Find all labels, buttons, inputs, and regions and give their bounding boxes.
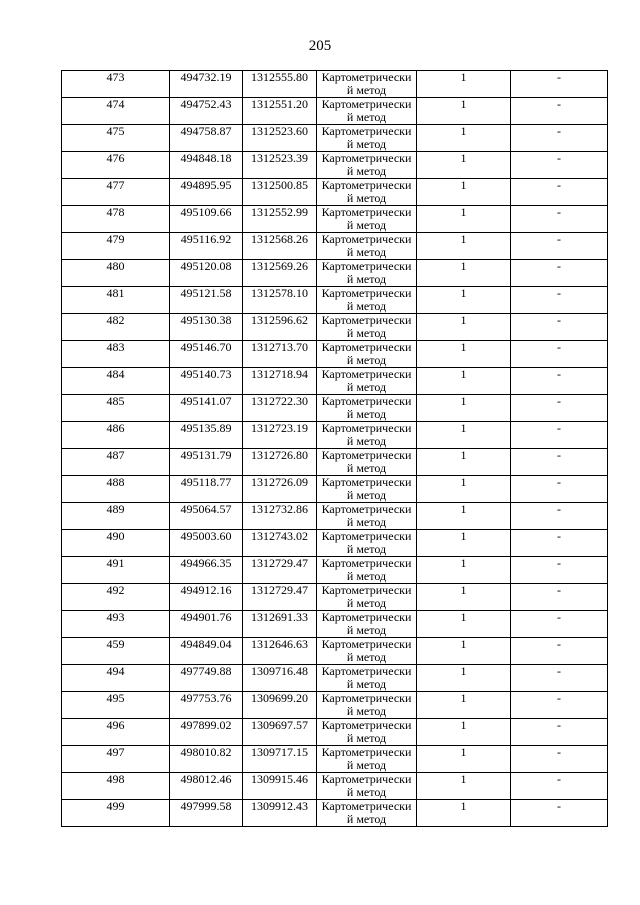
accuracy-cell: 1: [417, 449, 511, 476]
description-cell: -: [511, 503, 608, 530]
table-row: [62, 557, 608, 584]
point-number-cell: 487: [62, 449, 170, 476]
method-cell: [317, 584, 417, 611]
method-text-line1: Картометрически: [321, 718, 412, 732]
method-cell: [317, 503, 417, 530]
x-coordinate-cell: 495118.77: [170, 476, 243, 503]
method-cell: [317, 476, 417, 503]
table-row: [62, 530, 608, 557]
method-text-line1: Картометрически: [321, 745, 412, 759]
x-coordinate-cell: 495135.89: [170, 422, 243, 449]
description-cell: -: [511, 152, 608, 179]
point-number-cell: 476: [62, 152, 170, 179]
method-text-line1: Картометрически: [321, 151, 412, 165]
accuracy-cell: 1: [417, 152, 511, 179]
accuracy-cell: 1: [417, 530, 511, 557]
method-cell: [317, 98, 417, 125]
description-cell: -: [511, 476, 608, 503]
method-cell: [317, 530, 417, 557]
method-cell: [317, 719, 417, 746]
method-text-line1: Картометрически: [321, 610, 412, 624]
y-coordinate-cell: 1312596.62: [243, 314, 317, 341]
description-cell: -: [511, 395, 608, 422]
x-coordinate-cell: 495121.58: [170, 287, 243, 314]
point-number-cell: 493: [62, 611, 170, 638]
table-row: [62, 638, 608, 665]
coordinates-table: [61, 70, 608, 827]
accuracy-cell: 1: [417, 557, 511, 584]
method-text-line2: й метод: [346, 542, 387, 556]
accuracy-cell: 1: [417, 800, 511, 827]
description-cell: -: [511, 368, 608, 395]
point-number-cell: 474: [62, 98, 170, 125]
point-number-cell: 490: [62, 530, 170, 557]
y-coordinate-cell: 1312722.30: [243, 395, 317, 422]
table-row: [62, 98, 608, 125]
point-number-cell: 482: [62, 314, 170, 341]
method-cell: [317, 557, 417, 584]
x-coordinate-cell: 498010.82: [170, 746, 243, 773]
method-text-line2: й метод: [346, 164, 387, 178]
y-coordinate-cell: 1312713.70: [243, 341, 317, 368]
method-text-line1: Картометрически: [321, 691, 412, 705]
method-text-line1: Картометрически: [321, 97, 412, 111]
table-row: [62, 206, 608, 233]
y-coordinate-cell: 1312729.47: [243, 584, 317, 611]
point-number-cell: 495: [62, 692, 170, 719]
table-row: [62, 503, 608, 530]
point-number-cell: 483: [62, 341, 170, 368]
accuracy-cell: 1: [417, 179, 511, 206]
method-text-line1: Картометрически: [321, 583, 412, 597]
point-number-cell: 475: [62, 125, 170, 152]
method-text-line2: й метод: [346, 515, 387, 529]
method-text-line1: Картометрически: [321, 178, 412, 192]
method-cell: [317, 179, 417, 206]
y-coordinate-cell: 1312523.39: [243, 152, 317, 179]
x-coordinate-cell: 494849.04: [170, 638, 243, 665]
x-coordinate-cell: 494752.43: [170, 98, 243, 125]
method-cell: [317, 287, 417, 314]
point-number-cell: 480: [62, 260, 170, 287]
point-number-cell: 499: [62, 800, 170, 827]
method-text-line1: Картометрически: [321, 502, 412, 516]
method-text-line2: й метод: [346, 596, 387, 610]
y-coordinate-cell: 1312568.26: [243, 233, 317, 260]
accuracy-cell: 1: [417, 773, 511, 800]
x-coordinate-cell: 494758.87: [170, 125, 243, 152]
x-coordinate-cell: 494732.19: [170, 71, 243, 98]
table-body: [62, 71, 608, 827]
point-number-cell: 478: [62, 206, 170, 233]
description-cell: -: [511, 449, 608, 476]
method-text-line1: Картометрически: [321, 232, 412, 246]
table-row: [62, 260, 608, 287]
method-cell: [317, 260, 417, 287]
point-number-cell: 477: [62, 179, 170, 206]
x-coordinate-cell: 495131.79: [170, 449, 243, 476]
description-cell: -: [511, 179, 608, 206]
method-text-line1: Картометрически: [321, 799, 412, 813]
description-cell: -: [511, 692, 608, 719]
point-number-cell: 489: [62, 503, 170, 530]
y-coordinate-cell: 1312523.60: [243, 125, 317, 152]
y-coordinate-cell: 1312500.85: [243, 179, 317, 206]
method-text-line2: й метод: [346, 83, 387, 97]
accuracy-cell: 1: [417, 341, 511, 368]
x-coordinate-cell: 495120.08: [170, 260, 243, 287]
table-row: [62, 287, 608, 314]
method-text-line1: Картометрически: [321, 205, 412, 219]
accuracy-cell: 1: [417, 719, 511, 746]
table-row: [62, 476, 608, 503]
table-row: [62, 584, 608, 611]
table-row: [62, 449, 608, 476]
accuracy-cell: 1: [417, 476, 511, 503]
y-coordinate-cell: 1312646.63: [243, 638, 317, 665]
y-coordinate-cell: 1312726.80: [243, 449, 317, 476]
table-row: [62, 719, 608, 746]
y-coordinate-cell: 1312552.99: [243, 206, 317, 233]
accuracy-cell: 1: [417, 98, 511, 125]
method-text-line2: й метод: [346, 461, 387, 475]
method-text-line1: Картометрически: [321, 637, 412, 651]
method-text-line2: й метод: [346, 380, 387, 394]
description-cell: -: [511, 746, 608, 773]
method-text-line2: й метод: [346, 812, 387, 826]
method-cell: [317, 395, 417, 422]
accuracy-cell: 1: [417, 314, 511, 341]
y-coordinate-cell: 1312732.86: [243, 503, 317, 530]
method-text-line2: й метод: [346, 623, 387, 637]
method-cell: [317, 692, 417, 719]
point-number-cell: 494: [62, 665, 170, 692]
x-coordinate-cell: 498012.46: [170, 773, 243, 800]
y-coordinate-cell: 1312691.33: [243, 611, 317, 638]
method-text-line1: Картометрически: [321, 475, 412, 489]
method-text-line2: й метод: [346, 245, 387, 259]
table-row: [62, 395, 608, 422]
method-text-line1: Картометрически: [321, 313, 412, 327]
y-coordinate-cell: 1312569.26: [243, 260, 317, 287]
method-cell: [317, 71, 417, 98]
x-coordinate-cell: 495116.92: [170, 233, 243, 260]
accuracy-cell: 1: [417, 233, 511, 260]
method-text-line1: Картометрически: [321, 529, 412, 543]
description-cell: -: [511, 557, 608, 584]
y-coordinate-cell: 1309699.20: [243, 692, 317, 719]
method-text-line1: Картометрически: [321, 394, 412, 408]
description-cell: -: [511, 530, 608, 557]
x-coordinate-cell: 497999.58: [170, 800, 243, 827]
method-cell: [317, 800, 417, 827]
description-cell: -: [511, 584, 608, 611]
method-text-line1: Картометрически: [321, 664, 412, 678]
x-coordinate-cell: 497749.88: [170, 665, 243, 692]
x-coordinate-cell: 494966.35: [170, 557, 243, 584]
description-cell: -: [511, 71, 608, 98]
table-row: [62, 341, 608, 368]
y-coordinate-cell: 1309716.48: [243, 665, 317, 692]
y-coordinate-cell: 1312551.20: [243, 98, 317, 125]
accuracy-cell: 1: [417, 395, 511, 422]
accuracy-cell: 1: [417, 692, 511, 719]
accuracy-cell: 1: [417, 746, 511, 773]
y-coordinate-cell: 1312729.47: [243, 557, 317, 584]
method-text-line2: й метод: [346, 137, 387, 151]
y-coordinate-cell: 1309717.15: [243, 746, 317, 773]
description-cell: -: [511, 773, 608, 800]
method-text-line2: й метод: [346, 677, 387, 691]
description-cell: -: [511, 233, 608, 260]
accuracy-cell: 1: [417, 71, 511, 98]
accuracy-cell: 1: [417, 287, 511, 314]
description-cell: -: [511, 260, 608, 287]
method-text-line2: й метод: [346, 110, 387, 124]
x-coordinate-cell: 495130.38: [170, 314, 243, 341]
method-text-line2: й метод: [346, 434, 387, 448]
method-text-line2: й метод: [346, 488, 387, 502]
point-number-cell: 481: [62, 287, 170, 314]
x-coordinate-cell: 494895.95: [170, 179, 243, 206]
point-number-cell: 484: [62, 368, 170, 395]
table-row: [62, 665, 608, 692]
accuracy-cell: 1: [417, 584, 511, 611]
method-cell: [317, 449, 417, 476]
method-text-line2: й метод: [346, 407, 387, 421]
y-coordinate-cell: 1312718.94: [243, 368, 317, 395]
point-number-cell: 488: [62, 476, 170, 503]
method-cell: [317, 638, 417, 665]
table-row: [62, 368, 608, 395]
accuracy-cell: 1: [417, 125, 511, 152]
method-cell: [317, 665, 417, 692]
description-cell: -: [511, 206, 608, 233]
accuracy-cell: 1: [417, 368, 511, 395]
method-cell: [317, 314, 417, 341]
y-coordinate-cell: 1309912.43: [243, 800, 317, 827]
x-coordinate-cell: 495003.60: [170, 530, 243, 557]
table-row: [62, 746, 608, 773]
method-cell: [317, 773, 417, 800]
point-number-cell: 491: [62, 557, 170, 584]
table-row: [62, 800, 608, 827]
x-coordinate-cell: 495141.07: [170, 395, 243, 422]
method-text-line1: Картометрически: [321, 421, 412, 435]
description-cell: -: [511, 422, 608, 449]
point-number-cell: 479: [62, 233, 170, 260]
method-cell: [317, 152, 417, 179]
accuracy-cell: 1: [417, 611, 511, 638]
method-text-line2: й метод: [346, 704, 387, 718]
accuracy-cell: 1: [417, 422, 511, 449]
method-text-line1: Картометрически: [321, 286, 412, 300]
x-coordinate-cell: 494912.16: [170, 584, 243, 611]
description-cell: -: [511, 719, 608, 746]
table-row: [62, 314, 608, 341]
method-cell: [317, 422, 417, 449]
table-row: [62, 152, 608, 179]
table-row: [62, 692, 608, 719]
method-text-line1: Картометрически: [321, 367, 412, 381]
method-cell: [317, 206, 417, 233]
description-cell: -: [511, 800, 608, 827]
method-text-line1: Картометрически: [321, 340, 412, 354]
y-coordinate-cell: 1312743.02: [243, 530, 317, 557]
method-text-line2: й метод: [346, 272, 387, 286]
table-row: [62, 233, 608, 260]
point-number-cell: 492: [62, 584, 170, 611]
description-cell: -: [511, 665, 608, 692]
x-coordinate-cell: 494901.76: [170, 611, 243, 638]
method-text-line1: Картометрически: [321, 556, 412, 570]
method-text-line1: Картометрически: [321, 259, 412, 273]
accuracy-cell: 1: [417, 206, 511, 233]
table-row: [62, 71, 608, 98]
point-number-cell: 459: [62, 638, 170, 665]
x-coordinate-cell: 495109.66: [170, 206, 243, 233]
method-text-line2: й метод: [346, 353, 387, 367]
description-cell: -: [511, 98, 608, 125]
method-cell: [317, 368, 417, 395]
point-number-cell: 498: [62, 773, 170, 800]
table-row: [62, 422, 608, 449]
description-cell: -: [511, 314, 608, 341]
method-text-line2: й метод: [346, 731, 387, 745]
page-number: 205: [308, 38, 332, 54]
y-coordinate-cell: 1312555.80: [243, 71, 317, 98]
point-number-cell: 473: [62, 71, 170, 98]
description-cell: -: [511, 341, 608, 368]
method-cell: [317, 125, 417, 152]
y-coordinate-cell: 1309915.46: [243, 773, 317, 800]
method-cell: [317, 611, 417, 638]
accuracy-cell: 1: [417, 260, 511, 287]
accuracy-cell: 1: [417, 503, 511, 530]
method-text-line1: Картометрически: [321, 124, 412, 138]
method-text-line2: й метод: [346, 785, 387, 799]
method-text-line2: й метод: [346, 650, 387, 664]
method-cell: [317, 233, 417, 260]
x-coordinate-cell: 494848.18: [170, 152, 243, 179]
table-row: [62, 125, 608, 152]
table-row: [62, 611, 608, 638]
point-number-cell: 486: [62, 422, 170, 449]
accuracy-cell: 1: [417, 638, 511, 665]
table-row: [62, 179, 608, 206]
x-coordinate-cell: 497899.02: [170, 719, 243, 746]
accuracy-cell: 1: [417, 665, 511, 692]
method-text-line1: Картометрически: [321, 70, 412, 84]
point-number-cell: 497: [62, 746, 170, 773]
method-text-line1: Картометрически: [321, 772, 412, 786]
x-coordinate-cell: 495064.57: [170, 503, 243, 530]
method-text-line2: й метод: [346, 191, 387, 205]
description-cell: -: [511, 611, 608, 638]
method-text-line2: й метод: [346, 758, 387, 772]
x-coordinate-cell: 495140.73: [170, 368, 243, 395]
method-text-line2: й метод: [346, 326, 387, 340]
method-text-line2: й метод: [346, 218, 387, 232]
description-cell: -: [511, 287, 608, 314]
method-cell: [317, 341, 417, 368]
description-cell: -: [511, 638, 608, 665]
point-number-cell: 496: [62, 719, 170, 746]
point-number-cell: 485: [62, 395, 170, 422]
x-coordinate-cell: 497753.76: [170, 692, 243, 719]
y-coordinate-cell: 1312726.09: [243, 476, 317, 503]
method-text-line2: й метод: [346, 569, 387, 583]
description-cell: -: [511, 125, 608, 152]
y-coordinate-cell: 1312578.10: [243, 287, 317, 314]
x-coordinate-cell: 495146.70: [170, 341, 243, 368]
table-row: [62, 773, 608, 800]
method-text-line1: Картометрически: [321, 448, 412, 462]
y-coordinate-cell: 1312723.19: [243, 422, 317, 449]
y-coordinate-cell: 1309697.57: [243, 719, 317, 746]
method-text-line2: й метод: [346, 299, 387, 313]
method-cell: [317, 746, 417, 773]
